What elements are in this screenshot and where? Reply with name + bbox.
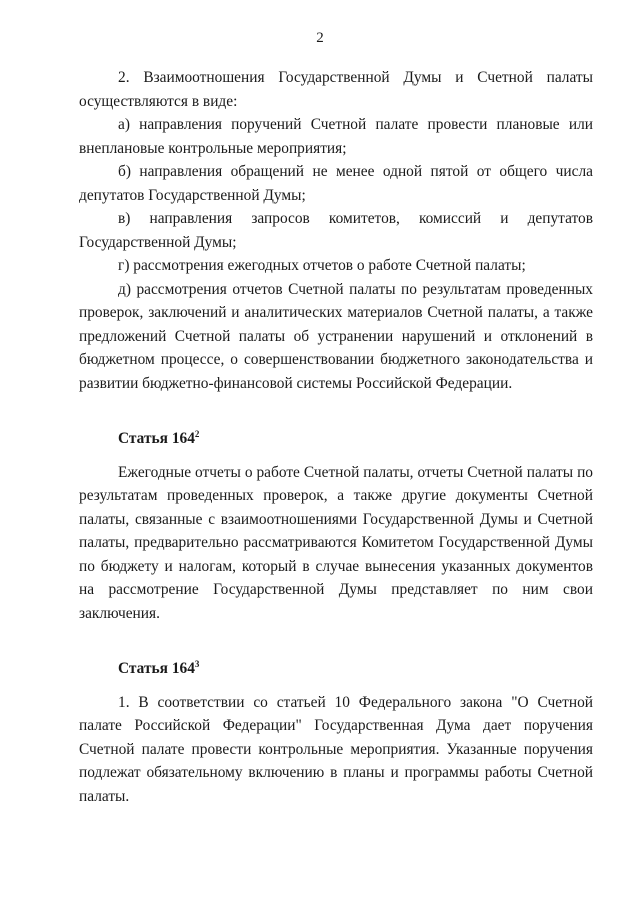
article-heading-164-2 [79, 427, 593, 451]
article-superscript: 3 [194, 658, 200, 669]
article-164-3-body: 1. В соответствии со статьей 10 Федерального закона "О Счетной палате Российской Федерации" Государственная Дума дает поручения Счетной палате провести контрольные мероприятия. Указанные поручения подлежат обязательному включению в планы и программы работы Счетной палаты. [79, 693, 593, 805]
article-superscript: 2 [194, 428, 200, 439]
document-body [79, 66, 593, 808]
page-number: 2 [316, 30, 324, 46]
article-title: Статья 164 [118, 660, 195, 677]
list-item-c: в) направления запросов комитетов, комиссий и депутатов Государственной Думы; [79, 210, 593, 251]
list-item-a: а) направления поручений Счетной палате провести плановые или внеплановые контрольные мероприятия; [79, 116, 593, 157]
list-item-e: д) рассмотрения отчетов Счетной палаты по результатам проведенных проверок, заключений и аналитических материалов Счетной палаты, а также предложений Счетной палаты об устранении нарушений и отклонений в бюджетном процессе, о совершенствовании бюджетного законодательства и развитии бюджетно-финансовой системы Российской Федерации. [79, 280, 593, 392]
article-164-2-body: Ежегодные отчеты о работе Счетной палаты, отчеты Счетной палаты по результатам проведенных проверок, а также другие документы Счетной палаты, связанные с взаимоотношениями Государственной Думы и Счетной палаты, предварительно рассматриваются Комитетом Государственной Думы по бюджету и налогам, который в случае вынесения указанных документов на рассмотрение Государственной Думы представляет по ним свои заключения. [79, 463, 593, 622]
list-item-d: г) рассмотрения ежегодных отчетов о работе Счетной палаты; [118, 257, 526, 274]
article-title: Статья 164 [118, 430, 195, 447]
list-item-b: б) направления обращений не менее одной пятой от общего числа депутатов Государственной Думы; [79, 163, 593, 204]
article-heading-164-3 [79, 657, 593, 681]
paragraph-intro: 2. Взаимоотношения Государственной Думы и Счетной палаты осуществляются в виде: [79, 69, 593, 110]
